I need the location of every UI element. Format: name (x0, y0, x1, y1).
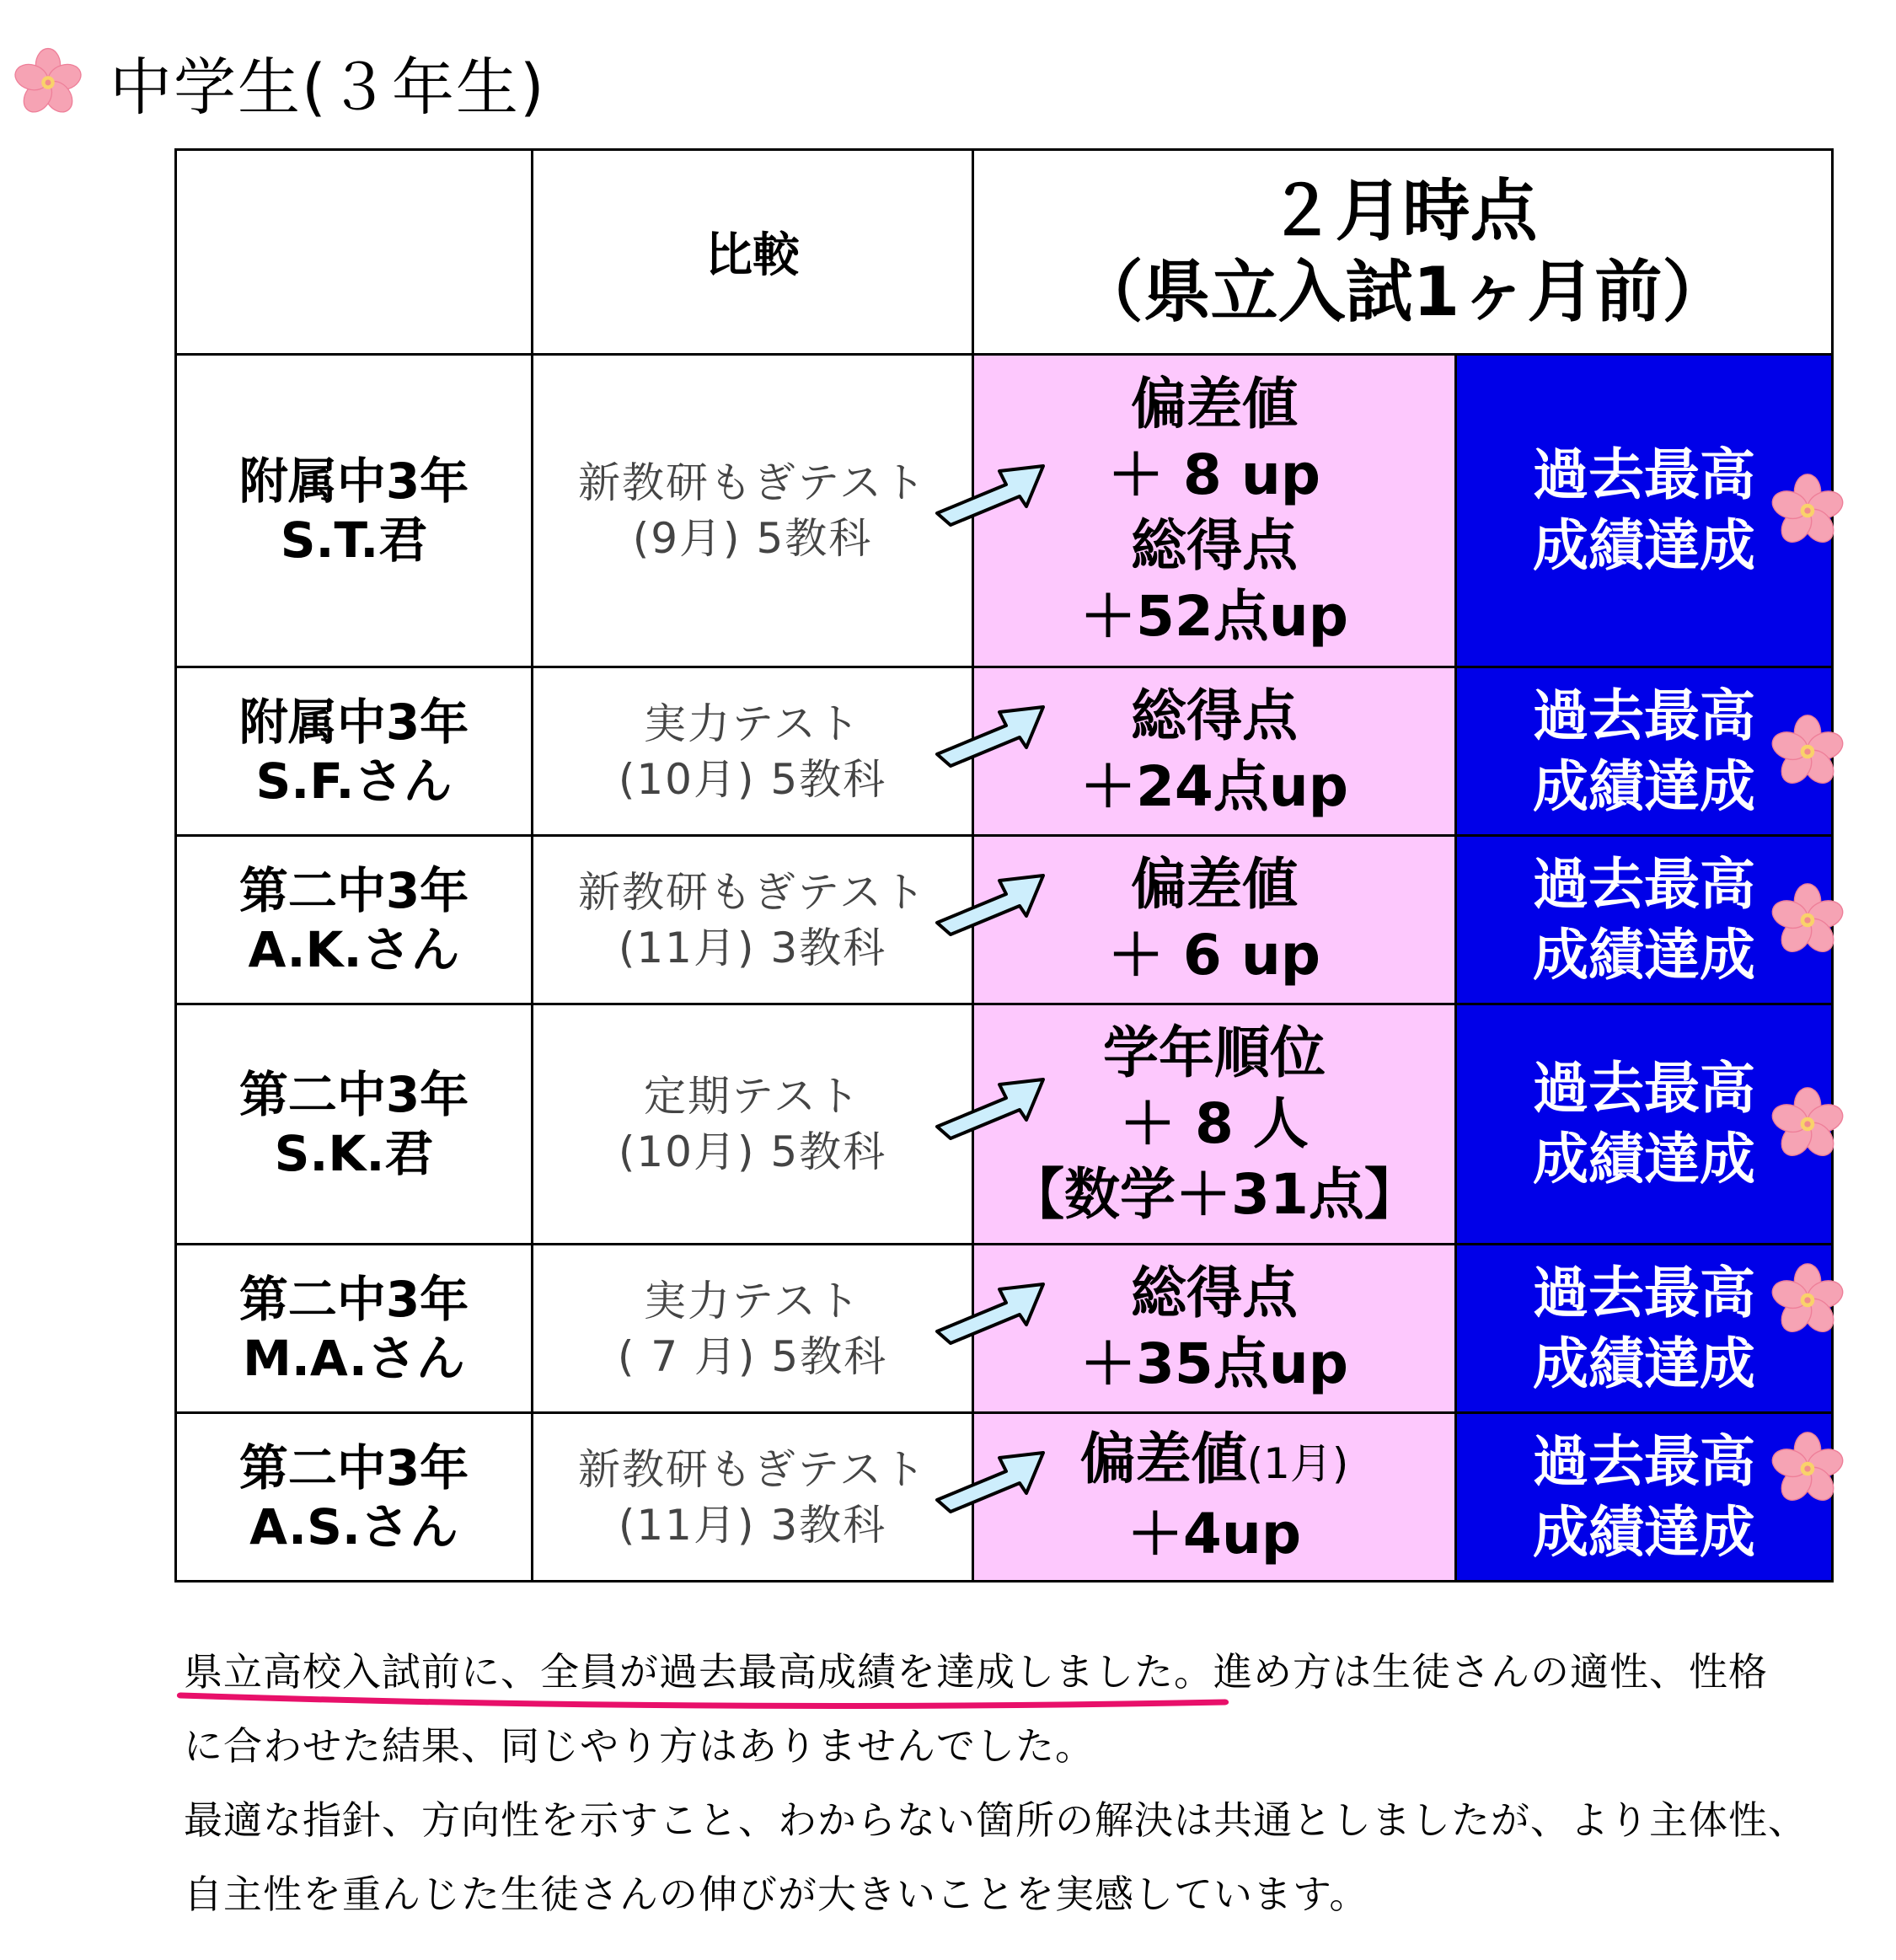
arrow-right-icon (932, 1434, 1050, 1518)
header-february (973, 150, 1833, 355)
arrow-right-icon (932, 1061, 1050, 1145)
school-label: 第二中3年 (238, 1066, 469, 1123)
result-cell (973, 1413, 1456, 1582)
student-cell (176, 1004, 533, 1245)
compare-cell (533, 1245, 973, 1413)
paragraph-line: 自主性を重んじた生徒さんの伸びが大きいことを実感しています。 (184, 1872, 1369, 1917)
best-line1: 過去最高 (1533, 683, 1755, 748)
test-name: 実力テスト (644, 1276, 861, 1325)
sakura-flower-icon (1769, 1261, 1846, 1339)
school-label: 第二中3年 (238, 1270, 469, 1328)
test-name: 新教研もぎテスト (578, 458, 927, 507)
best-record-cell (1456, 836, 1833, 1004)
best-line2: 成績達成 (1533, 513, 1755, 578)
result-cell (973, 1245, 1456, 1413)
paragraph-line (184, 1635, 1852, 1709)
test-name: 新教研もぎテスト (578, 867, 927, 917)
best-record-cell (1456, 355, 1833, 667)
student-cell (176, 1413, 533, 1582)
table-header-row (176, 150, 1833, 355)
table-row (176, 355, 1833, 667)
arrow-right-icon (932, 1266, 1050, 1350)
table-row (176, 1245, 1833, 1413)
result-cell (973, 1004, 1456, 1245)
table-row (176, 667, 1833, 836)
best-line1: 過去最高 (1533, 442, 1755, 507)
sakura-flower-icon (1769, 1430, 1846, 1507)
result-cell (973, 667, 1456, 836)
paragraph-text: 進め方は生徒さんの適性、性格 (1213, 1649, 1768, 1695)
best-line1: 過去最高 (1533, 1056, 1755, 1121)
paragraph-line: に合わせた結果、同じやり方はありませんでした。 (184, 1723, 1095, 1769)
best-line2: 成績達成 (1533, 753, 1755, 819)
test-detail: (9月) 5教科 (632, 514, 873, 563)
results-table (174, 148, 1834, 1582)
best-line2: 成績達成 (1533, 1331, 1755, 1396)
section-header (12, 40, 546, 125)
student-cell (176, 1245, 533, 1413)
result-line: 総得点 (1131, 1260, 1298, 1325)
compare-cell (533, 1413, 973, 1582)
school-label: 附属中3年 (238, 693, 469, 751)
sakura-flower-icon (1769, 472, 1846, 549)
sakura-flower-icon (12, 46, 84, 119)
best-line1: 過去最高 (1533, 1260, 1755, 1325)
best-record-cell (1456, 1245, 1833, 1413)
table-row (176, 836, 1833, 1004)
result-cell (973, 836, 1456, 1004)
result-line: 総得点 (1131, 683, 1298, 748)
arrow-right-icon (932, 447, 1050, 532)
compare-cell (533, 667, 973, 836)
result-line: ＋35点up (1079, 1331, 1349, 1396)
result-line: ＋4up (1127, 1502, 1302, 1566)
test-name: 新教研もぎテスト (578, 1444, 927, 1494)
paragraph-line: 最適な指針、方向性を示すこと、わからない箇所の解決は共通としましたが、より主体性、 (184, 1797, 1808, 1843)
best-line2: 成績達成 (1533, 922, 1755, 988)
compare-cell (533, 1004, 973, 1245)
result-line: 【数学＋31点】 (1009, 1162, 1420, 1227)
sakura-flower-icon (1769, 1085, 1846, 1163)
result-line: ＋ 8 up (1107, 442, 1321, 507)
best-line2: 成績達成 (1533, 1499, 1755, 1565)
highlight-text: 県立高校入試前に、全員が過去最高成績を達成しました。 (184, 1649, 1213, 1695)
school-label: 第二中3年 (238, 1438, 469, 1497)
student-label: S.F.さん (255, 752, 453, 810)
student-cell (176, 355, 533, 667)
student-label: S.T.君 (280, 511, 428, 569)
result-line: ＋ 8 人 (1120, 1091, 1309, 1156)
result-note: (1月) (1246, 1439, 1349, 1488)
school-label: 附属中3年 (238, 453, 469, 510)
student-label: A.S.さん (249, 1497, 458, 1556)
summary-paragraph (184, 1635, 1852, 1931)
test-detail: ( 7 月) 5教科 (617, 1331, 888, 1381)
table-row (176, 1413, 1833, 1582)
sakura-flower-icon (1769, 713, 1846, 790)
test-detail: (10月) 5教科 (618, 754, 887, 804)
result-line: 偏差値 (1131, 851, 1298, 917)
result-line: 偏差値 (1131, 372, 1298, 436)
test-name: 実力テスト (644, 699, 861, 748)
header-compare: 比較 (533, 150, 973, 355)
student-label: A.K.さん (248, 920, 460, 978)
result-line: 総得点 (1131, 513, 1298, 578)
highlighted-sentence (184, 1635, 1213, 1709)
best-line2: 成績達成 (1533, 1127, 1755, 1192)
result-cell (973, 355, 1456, 667)
result-line: ＋24点up (1079, 753, 1349, 819)
result-line: ＋52点up (1079, 584, 1349, 649)
header-feb-line1: ２月時点 (1267, 172, 1538, 250)
test-detail: (10月) 5教科 (618, 1127, 887, 1176)
student-cell (176, 667, 533, 836)
arrow-right-icon (932, 688, 1050, 773)
test-detail: (11月) 3教科 (618, 923, 887, 972)
compare-cell (533, 836, 973, 1004)
underline-stroke (175, 1687, 1230, 1712)
result-main: 偏差値 (1079, 1427, 1247, 1491)
best-line1: 過去最高 (1533, 851, 1755, 917)
student-cell (176, 836, 533, 1004)
test-name: 定期テスト (644, 1072, 861, 1121)
student-label: M.A.さん (243, 1329, 465, 1387)
arrow-right-icon (932, 857, 1050, 941)
compare-cell (533, 355, 973, 667)
student-label: S.K.君 (274, 1125, 434, 1182)
result-line: 学年順位 (1103, 1020, 1326, 1085)
school-label: 第二中3年 (238, 861, 469, 919)
header-empty-cell (176, 150, 533, 355)
best-record-cell (1456, 1413, 1833, 1582)
test-detail: (11月) 3教科 (618, 1500, 887, 1550)
table-row (176, 1004, 1833, 1245)
sakura-flower-icon (1769, 881, 1846, 959)
result-line: ＋ 6 up (1107, 922, 1321, 988)
page-title: 中学生(３年生) (110, 51, 546, 124)
header-feb-line2: （県立入試1ヶ月前） (1075, 253, 1730, 331)
best-record-cell (1456, 1004, 1833, 1245)
best-record-cell (1456, 667, 1833, 836)
best-line1: 過去最高 (1533, 1428, 1755, 1494)
